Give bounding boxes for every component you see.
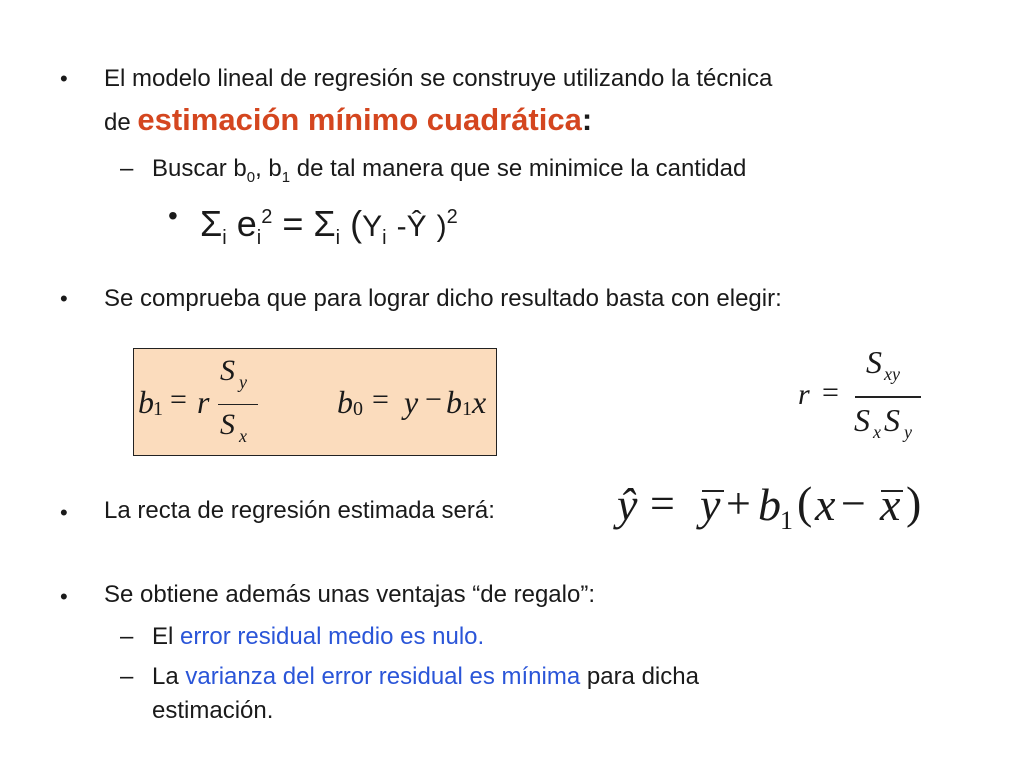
box-b1b-sub: 1 — [462, 398, 472, 420]
box-b1b-b: b — [446, 384, 462, 420]
line-ybar: y — [700, 479, 721, 530]
line-xbar: x — [880, 479, 901, 530]
box-r: r — [197, 384, 210, 420]
box-b1-sub: 1 — [153, 398, 163, 420]
sub-1-text — [152, 152, 746, 195]
line-yhat: ŷ — [617, 479, 638, 530]
bullet-4-marker: • — [60, 584, 68, 609]
sigma-1: Σ — [200, 203, 223, 244]
r-formula-bar — [855, 396, 921, 398]
sub-2-dash: – — [120, 623, 134, 650]
bullet-1-highlight: estimación mínimo cuadrática — [137, 102, 582, 137]
line-b-sub: 1 — [780, 506, 793, 535]
sigma-2: Σ — [313, 203, 336, 244]
line-minus: − — [841, 479, 866, 528]
e-square: 2 — [261, 206, 273, 228]
box-S-top: S — [220, 354, 235, 387]
box-b1-eq: = — [170, 383, 187, 416]
paren-close: ) — [436, 210, 447, 243]
sub-1-dash: – — [120, 155, 134, 182]
sub-3-line2: estimación. — [152, 697, 274, 724]
bullet-3-marker: • — [60, 500, 68, 525]
box-S-bottom: S — [220, 408, 235, 441]
sum-equals: = — [282, 203, 304, 244]
r-formula-r: r — [798, 378, 810, 411]
sub-1-mid: , b — [255, 155, 282, 182]
sum-formula — [200, 192, 458, 263]
bullet-3-text: La recta de regresión estimada será: — [104, 497, 495, 524]
box-xbar: x — [472, 384, 487, 420]
paren-open: ( — [350, 203, 363, 244]
Yhat-var: Ŷ — [406, 210, 427, 243]
sigma-1-index: i — [222, 227, 227, 250]
e-index: i — [256, 227, 262, 250]
sub-1-suffix: de tal manera que se minimice la cantidad — [290, 155, 747, 182]
sub-2-prefix: El — [152, 623, 181, 650]
sigma-2-index: i — [335, 227, 341, 250]
sub-3-blue: varianza del error residual es mínima — [185, 663, 581, 690]
line-x: x — [815, 479, 836, 530]
line-eq: = — [650, 479, 675, 528]
bullet-1-de: de — [104, 109, 138, 136]
line-close: ) — [906, 477, 922, 528]
line-plus: + — [726, 479, 751, 528]
line-b: b — [758, 479, 781, 530]
box-S-bottom-sub: x — [239, 426, 247, 446]
bullet-1-line1: El modelo lineal de regresión se construye utilizando la técnica — [104, 65, 773, 92]
bullet-1-line2 — [104, 100, 592, 143]
r-formula-Sx-sub: x — [873, 422, 881, 442]
r-formula-eq: = — [822, 376, 839, 409]
sub-2-text — [152, 620, 484, 654]
box-b0-sub: 0 — [353, 398, 363, 420]
bullet-1-marker: • — [60, 66, 68, 91]
sub-3-dash: – — [120, 663, 134, 690]
box-b0-eq: = — [372, 383, 389, 416]
box-ybar: y — [404, 384, 419, 420]
sub-3-prefix: La — [152, 663, 186, 690]
formula-box — [133, 348, 497, 456]
sub-3-text — [152, 660, 699, 694]
bullet-4-text: Se obtiene además unas ventajas “de regalo”: — [104, 581, 595, 608]
sub-2-blue: error residual medio es nulo. — [180, 623, 485, 650]
Y-index: i — [382, 227, 387, 250]
e-var: e — [236, 203, 257, 244]
box-minus: − — [425, 383, 442, 416]
sum-minus: - — [396, 210, 407, 243]
bullet-2-text: Se comprueba que para lograr dicho resultado basta con elegir: — [104, 285, 782, 312]
Y-var: Y — [362, 210, 383, 243]
box-fraction-bar — [218, 404, 258, 405]
box-b0-b: b — [337, 384, 353, 420]
r-formula-Sy-sub: y — [904, 422, 912, 442]
sum-formula-marker: • — [168, 200, 178, 231]
sub-1-sub0: 0 — [246, 168, 256, 186]
box-S-top-sub: y — [239, 372, 247, 392]
r-formula-Sy: S — [884, 402, 900, 438]
sub-1-prefix: Buscar b — [152, 155, 247, 182]
sub-1-sub1: 1 — [281, 168, 291, 186]
paren-square: 2 — [446, 206, 458, 228]
bullet-1-colon: : — [581, 102, 593, 137]
box-b1-b: b — [138, 384, 154, 420]
r-formula-S-top-sub: xy — [884, 364, 900, 384]
r-formula-S-top: S — [866, 344, 882, 380]
line-open: ( — [797, 477, 813, 528]
bullet-2-marker: • — [60, 286, 68, 311]
sub-3-suffix: para dicha — [580, 663, 699, 690]
r-formula-Sx: S — [854, 402, 870, 438]
